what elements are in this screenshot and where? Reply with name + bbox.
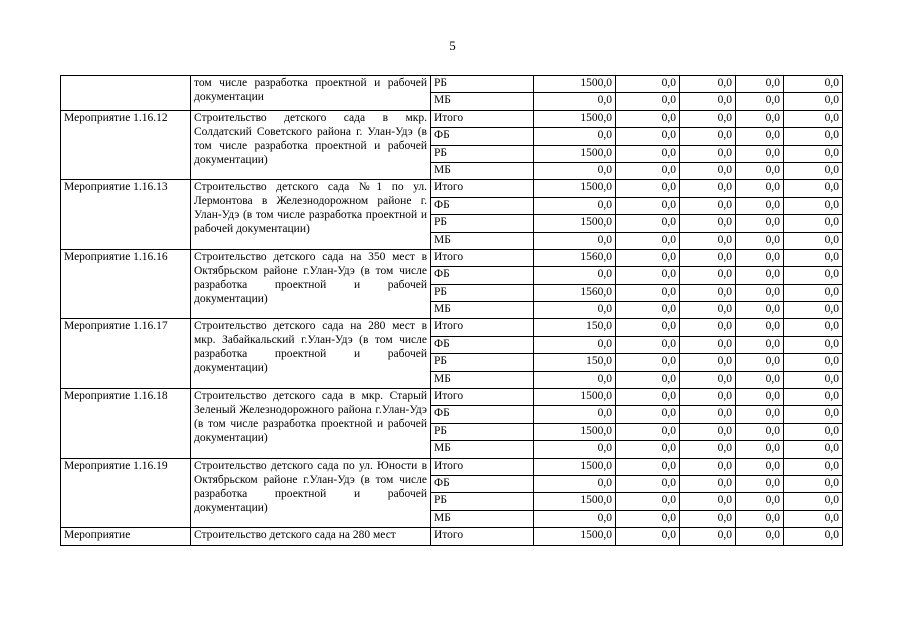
funding-source-cell: РБ bbox=[431, 423, 534, 440]
funding-source-cell: ФБ bbox=[431, 475, 534, 492]
funding-source-cell: ФБ bbox=[431, 406, 534, 423]
table-row bbox=[61, 458, 843, 475]
event-description-cell: Строительство детского сада на 280 мест bbox=[191, 528, 431, 545]
total-cell: 0,0 bbox=[534, 441, 616, 458]
year-value-cell: 0,0 bbox=[680, 145, 736, 162]
year-value-cell: 0,0 bbox=[784, 162, 843, 179]
year-value-cell: 0,0 bbox=[680, 389, 736, 406]
total-cell: 1500,0 bbox=[534, 215, 616, 232]
event-code-cell: Мероприятие 1.16.16 bbox=[61, 249, 191, 319]
funding-source-cell: ФБ bbox=[431, 336, 534, 353]
year-value-cell: 0,0 bbox=[680, 180, 736, 197]
year-value-cell: 0,0 bbox=[736, 510, 784, 527]
year-value-cell: 0,0 bbox=[736, 336, 784, 353]
funding-source-cell: РБ bbox=[431, 493, 534, 510]
event-code-cell: Мероприятие 1.16.12 bbox=[61, 110, 191, 180]
total-cell: 0,0 bbox=[534, 510, 616, 527]
funding-source-cell: МБ bbox=[431, 441, 534, 458]
event-description-cell: Строительство детского сада в мкр. Солдатский Советского района г. Улан-Удэ (в том числе разработка проектной и рабочей документации) bbox=[191, 110, 431, 180]
event-code-cell: Мероприятие 1.16.17 bbox=[61, 319, 191, 389]
budget-table bbox=[60, 75, 843, 546]
year-value-cell: 0,0 bbox=[784, 354, 843, 371]
total-cell: 1500,0 bbox=[534, 76, 616, 93]
funding-source-cell: РБ bbox=[431, 284, 534, 301]
year-value-cell: 0,0 bbox=[736, 249, 784, 266]
funding-source-cell: РБ bbox=[431, 145, 534, 162]
funding-source-cell: Итого bbox=[431, 458, 534, 475]
table-row bbox=[61, 319, 843, 336]
year-value-cell: 0,0 bbox=[680, 458, 736, 475]
year-value-cell: 0,0 bbox=[616, 232, 680, 249]
funding-source-cell: МБ bbox=[431, 510, 534, 527]
total-cell: 1500,0 bbox=[534, 423, 616, 440]
funding-source-cell: МБ bbox=[431, 162, 534, 179]
year-value-cell: 0,0 bbox=[680, 128, 736, 145]
funding-source-cell: МБ bbox=[431, 93, 534, 110]
total-cell: 150,0 bbox=[534, 354, 616, 371]
year-value-cell: 0,0 bbox=[736, 197, 784, 214]
total-cell: 1500,0 bbox=[534, 493, 616, 510]
year-value-cell: 0,0 bbox=[736, 93, 784, 110]
funding-source-cell: Итого bbox=[431, 528, 534, 545]
event-description-cell: Строительство детского сада №1 по ул. Лермонтова в Железнодорожном районе г. Улан-Удэ (в том числе разработка проектной и рабочей документации) bbox=[191, 180, 431, 250]
year-value-cell: 0,0 bbox=[784, 267, 843, 284]
year-value-cell: 0,0 bbox=[736, 389, 784, 406]
funding-source-cell: РБ bbox=[431, 354, 534, 371]
total-cell: 0,0 bbox=[534, 406, 616, 423]
year-value-cell: 0,0 bbox=[736, 302, 784, 319]
event-code-cell: Мероприятие 1.16.18 bbox=[61, 389, 191, 459]
year-value-cell: 0,0 bbox=[616, 76, 680, 93]
year-value-cell: 0,0 bbox=[784, 389, 843, 406]
year-value-cell: 0,0 bbox=[784, 232, 843, 249]
table-row bbox=[61, 389, 843, 406]
table-row bbox=[61, 76, 843, 93]
year-value-cell: 0,0 bbox=[680, 354, 736, 371]
year-value-cell: 0,0 bbox=[784, 528, 843, 545]
year-value-cell: 0,0 bbox=[680, 215, 736, 232]
year-value-cell: 0,0 bbox=[736, 145, 784, 162]
funding-source-cell: Итого bbox=[431, 249, 534, 266]
year-value-cell: 0,0 bbox=[784, 458, 843, 475]
year-value-cell: 0,0 bbox=[616, 371, 680, 388]
year-value-cell: 0,0 bbox=[680, 406, 736, 423]
year-value-cell: 0,0 bbox=[736, 458, 784, 475]
total-cell: 0,0 bbox=[534, 475, 616, 492]
year-value-cell: 0,0 bbox=[616, 128, 680, 145]
funding-source-cell: РБ bbox=[431, 76, 534, 93]
year-value-cell: 0,0 bbox=[680, 76, 736, 93]
total-cell: 0,0 bbox=[534, 197, 616, 214]
table-row bbox=[61, 528, 843, 545]
funding-source-cell: МБ bbox=[431, 302, 534, 319]
year-value-cell: 0,0 bbox=[616, 302, 680, 319]
table-row bbox=[61, 180, 843, 197]
page-number: 5 bbox=[449, 38, 456, 53]
funding-source-cell: МБ bbox=[431, 232, 534, 249]
year-value-cell: 0,0 bbox=[616, 162, 680, 179]
year-value-cell: 0,0 bbox=[784, 249, 843, 266]
year-value-cell: 0,0 bbox=[680, 302, 736, 319]
event-code-cell: Мероприятие 1.16.13 bbox=[61, 180, 191, 250]
year-value-cell: 0,0 bbox=[616, 284, 680, 301]
total-cell: 150,0 bbox=[534, 319, 616, 336]
year-value-cell: 0,0 bbox=[784, 319, 843, 336]
year-value-cell: 0,0 bbox=[736, 319, 784, 336]
year-value-cell: 0,0 bbox=[784, 128, 843, 145]
total-cell: 1560,0 bbox=[534, 249, 616, 266]
event-code-cell: Мероприятие 1.16.19 bbox=[61, 458, 191, 528]
event-description-cell: Строительство детского сада на 280 мест в мкр. Забайкальский г.Улан-Удэ (в том числе разработка проектной и рабочей документации) bbox=[191, 319, 431, 389]
year-value-cell: 0,0 bbox=[736, 284, 784, 301]
year-value-cell: 0,0 bbox=[736, 371, 784, 388]
year-value-cell: 0,0 bbox=[616, 441, 680, 458]
year-value-cell: 0,0 bbox=[736, 232, 784, 249]
year-value-cell: 0,0 bbox=[616, 180, 680, 197]
year-value-cell: 0,0 bbox=[736, 110, 784, 127]
total-cell: 1500,0 bbox=[534, 389, 616, 406]
funding-source-cell: ФБ bbox=[431, 267, 534, 284]
total-cell: 1560,0 bbox=[534, 284, 616, 301]
year-value-cell: 0,0 bbox=[680, 93, 736, 110]
year-value-cell: 0,0 bbox=[616, 475, 680, 492]
table-row bbox=[61, 249, 843, 266]
year-value-cell: 0,0 bbox=[784, 197, 843, 214]
event-code-cell: Мероприятие bbox=[61, 528, 191, 545]
year-value-cell: 0,0 bbox=[736, 267, 784, 284]
year-value-cell: 0,0 bbox=[736, 76, 784, 93]
year-value-cell: 0,0 bbox=[784, 93, 843, 110]
year-value-cell: 0,0 bbox=[616, 510, 680, 527]
year-value-cell: 0,0 bbox=[784, 180, 843, 197]
year-value-cell: 0,0 bbox=[784, 423, 843, 440]
year-value-cell: 0,0 bbox=[680, 110, 736, 127]
year-value-cell: 0,0 bbox=[736, 128, 784, 145]
budget-table-body bbox=[61, 76, 843, 546]
funding-source-cell: Итого bbox=[431, 319, 534, 336]
year-value-cell: 0,0 bbox=[616, 197, 680, 214]
year-value-cell: 0,0 bbox=[680, 510, 736, 527]
year-value-cell: 0,0 bbox=[784, 284, 843, 301]
year-value-cell: 0,0 bbox=[736, 354, 784, 371]
year-value-cell: 0,0 bbox=[784, 336, 843, 353]
total-cell: 0,0 bbox=[534, 336, 616, 353]
year-value-cell: 0,0 bbox=[736, 406, 784, 423]
year-value-cell: 0,0 bbox=[680, 528, 736, 545]
year-value-cell: 0,0 bbox=[736, 441, 784, 458]
year-value-cell: 0,0 bbox=[736, 215, 784, 232]
funding-source-cell: Итого bbox=[431, 389, 534, 406]
year-value-cell: 0,0 bbox=[616, 423, 680, 440]
year-value-cell: 0,0 bbox=[616, 354, 680, 371]
year-value-cell: 0,0 bbox=[784, 110, 843, 127]
funding-source-cell: ФБ bbox=[431, 128, 534, 145]
funding-source-cell: МБ bbox=[431, 371, 534, 388]
event-description-cell: Строительство детского сада в мкр. Старый Зеленый Железнодорожного района г.Улан-Удэ (в том числе разработка проектной и рабочей документации) bbox=[191, 389, 431, 459]
total-cell: 1500,0 bbox=[534, 110, 616, 127]
year-value-cell: 0,0 bbox=[784, 302, 843, 319]
year-value-cell: 0,0 bbox=[736, 180, 784, 197]
year-value-cell: 0,0 bbox=[616, 93, 680, 110]
event-code-cell bbox=[61, 76, 191, 111]
year-value-cell: 0,0 bbox=[616, 458, 680, 475]
year-value-cell: 0,0 bbox=[680, 267, 736, 284]
year-value-cell: 0,0 bbox=[680, 319, 736, 336]
total-cell: 0,0 bbox=[534, 371, 616, 388]
year-value-cell: 0,0 bbox=[680, 284, 736, 301]
total-cell: 0,0 bbox=[534, 162, 616, 179]
year-value-cell: 0,0 bbox=[680, 249, 736, 266]
funding-source-cell: ФБ bbox=[431, 197, 534, 214]
event-description-cell: том числе разработка проектной и рабочей документации bbox=[191, 76, 431, 111]
year-value-cell: 0,0 bbox=[784, 510, 843, 527]
event-description-cell: Строительство детского сада по ул. Юности в Октябрьском районе г.Улан-Удэ (в том числе разработка проектной и рабочей документации) bbox=[191, 458, 431, 528]
year-value-cell: 0,0 bbox=[616, 215, 680, 232]
year-value-cell: 0,0 bbox=[736, 423, 784, 440]
year-value-cell: 0,0 bbox=[736, 162, 784, 179]
year-value-cell: 0,0 bbox=[784, 145, 843, 162]
total-cell: 0,0 bbox=[534, 267, 616, 284]
total-cell: 0,0 bbox=[534, 128, 616, 145]
year-value-cell: 0,0 bbox=[680, 493, 736, 510]
funding-source-cell: РБ bbox=[431, 215, 534, 232]
year-value-cell: 0,0 bbox=[784, 406, 843, 423]
year-value-cell: 0,0 bbox=[616, 110, 680, 127]
year-value-cell: 0,0 bbox=[616, 145, 680, 162]
total-cell: 0,0 bbox=[534, 93, 616, 110]
year-value-cell: 0,0 bbox=[616, 493, 680, 510]
table-row bbox=[61, 110, 843, 127]
year-value-cell: 0,0 bbox=[616, 528, 680, 545]
year-value-cell: 0,0 bbox=[784, 441, 843, 458]
total-cell: 1500,0 bbox=[534, 458, 616, 475]
year-value-cell: 0,0 bbox=[680, 197, 736, 214]
year-value-cell: 0,0 bbox=[680, 232, 736, 249]
year-value-cell: 0,0 bbox=[616, 267, 680, 284]
year-value-cell: 0,0 bbox=[616, 249, 680, 266]
year-value-cell: 0,0 bbox=[680, 371, 736, 388]
event-description-cell: Строительство детского сада на 350 мест в Октябрьском районе г.Улан-Удэ (в том числе разработка проектной и рабочей документации) bbox=[191, 249, 431, 319]
year-value-cell: 0,0 bbox=[680, 423, 736, 440]
year-value-cell: 0,0 bbox=[680, 336, 736, 353]
year-value-cell: 0,0 bbox=[616, 319, 680, 336]
total-cell: 0,0 bbox=[534, 232, 616, 249]
year-value-cell: 0,0 bbox=[736, 475, 784, 492]
year-value-cell: 0,0 bbox=[616, 406, 680, 423]
funding-source-cell: Итого bbox=[431, 180, 534, 197]
total-cell: 0,0 bbox=[534, 302, 616, 319]
year-value-cell: 0,0 bbox=[784, 371, 843, 388]
funding-source-cell: Итого bbox=[431, 110, 534, 127]
year-value-cell: 0,0 bbox=[784, 493, 843, 510]
year-value-cell: 0,0 bbox=[680, 162, 736, 179]
year-value-cell: 0,0 bbox=[616, 389, 680, 406]
total-cell: 1500,0 bbox=[534, 528, 616, 545]
year-value-cell: 0,0 bbox=[784, 215, 843, 232]
total-cell: 1500,0 bbox=[534, 145, 616, 162]
year-value-cell: 0,0 bbox=[784, 76, 843, 93]
year-value-cell: 0,0 bbox=[736, 493, 784, 510]
year-value-cell: 0,0 bbox=[784, 475, 843, 492]
year-value-cell: 0,0 bbox=[736, 528, 784, 545]
total-cell: 1500,0 bbox=[534, 180, 616, 197]
year-value-cell: 0,0 bbox=[680, 441, 736, 458]
year-value-cell: 0,0 bbox=[680, 475, 736, 492]
year-value-cell: 0,0 bbox=[616, 336, 680, 353]
